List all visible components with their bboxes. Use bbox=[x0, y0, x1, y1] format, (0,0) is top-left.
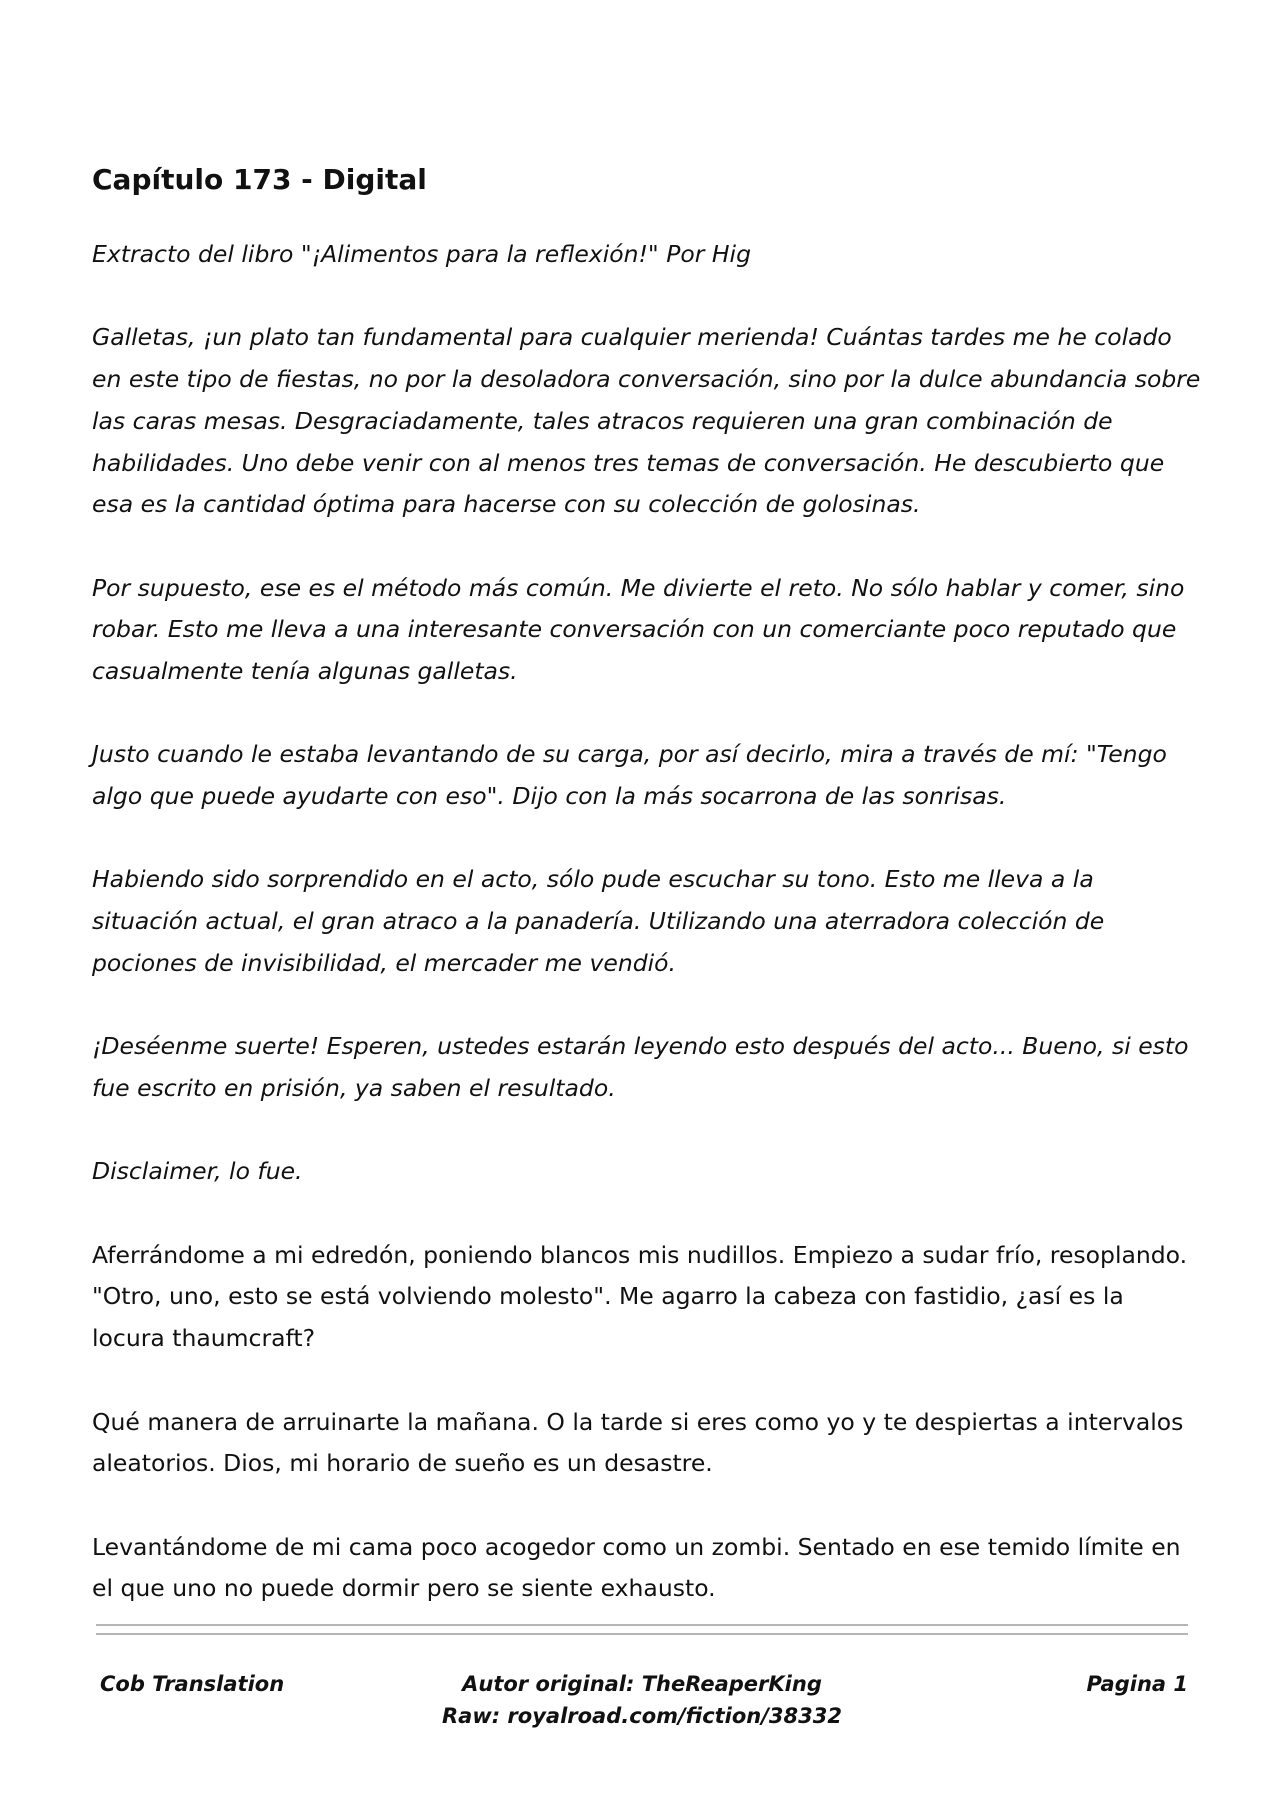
footer-raw-source: Raw: royalroad.com/fiction/38332 bbox=[441, 1704, 842, 1728]
paragraph: Habiendo sido sorprendido en el acto, sólo pude escuchar su tono. Esto me lleva a la situación actual, el gran atraco a la panadería. Utilizando una aterradora colección de pociones de invisibilidad, el mercader me vendió. bbox=[92, 865, 1105, 977]
paragraph: Levantándome de mi cama poco acogedor como un zombi. Sentado en ese temido límite en el que uno no puede dormir pero se siente exhausto. bbox=[92, 1532, 1181, 1603]
paragraph: ¡Deséenme suerte! Esperen, ustedes estarán leyendo esto después del acto... Bueno, si esto fue escrito en prisión, ya saben el resultado. bbox=[92, 1032, 1189, 1102]
chapter-title: Capítulo 173 - Digital bbox=[92, 163, 427, 196]
paragraph-excerpt-header: Extracto del libro "¡Alimentos para la reflexión!" Por Hig bbox=[92, 240, 751, 268]
footer-divider-top bbox=[96, 1624, 1188, 1626]
paragraph: Disclaimer, lo fue. bbox=[92, 1157, 303, 1186]
paragraph: Aferrándome a mi edredón, poniendo blancos mis nudillos. Empiezo a sudar frío, resoplando. "Otro, uno, esto se está volviendo molesto". Me agarro la cabeza con fastidio, ¿así es la locura thaumcraft? bbox=[92, 1240, 1188, 1353]
footer-divider-bottom bbox=[96, 1633, 1188, 1635]
page-footer bbox=[96, 1668, 1188, 1738]
footer-credits bbox=[96, 1668, 1188, 1732]
paragraph: Galletas, ¡un plato tan fundamental para cualquier merienda! Cuántas tardes me he colado en este tipo de fiestas, no por la desoladora conversación, sino por la dulce abundancia sobre las caras mesas. Desgraciadamente, tales atracos requieren una gran combinación de habilidades. Uno debe venir con al menos tres temas de conversación. He descubierto que esa es la cantidad óptima para hacerse con su colección de golosinas. bbox=[92, 323, 1201, 519]
footer-page-number: Pagina 1 bbox=[1086, 1672, 1188, 1696]
footer-translator: Cob Translation bbox=[100, 1672, 285, 1696]
footer-original-author: Autor original: TheReaperKing bbox=[462, 1672, 822, 1696]
document-body bbox=[92, 154, 1202, 1652]
paragraph: Justo cuando le estaba levantando de su carga, por así decirlo, mira a través de mí: "Tengo algo que puede ayudarte con eso". Dijo con la más socarrona de las sonrisas. bbox=[92, 740, 1167, 811]
paragraph: Qué manera de arruinarte la mañana. O la tarde si eres como yo y te despiertas a intervalos aleatorios. Dios, mi horario de sueño es un desastre. bbox=[92, 1407, 1184, 1478]
paragraph: Por supuesto, ese es el método más común. Me divierte el reto. No sólo hablar y comer, sino robar. Esto me lleva a una interesante conversación con un comerciante poco reputado que casualmente tenía algunas galletas. bbox=[92, 573, 1185, 685]
